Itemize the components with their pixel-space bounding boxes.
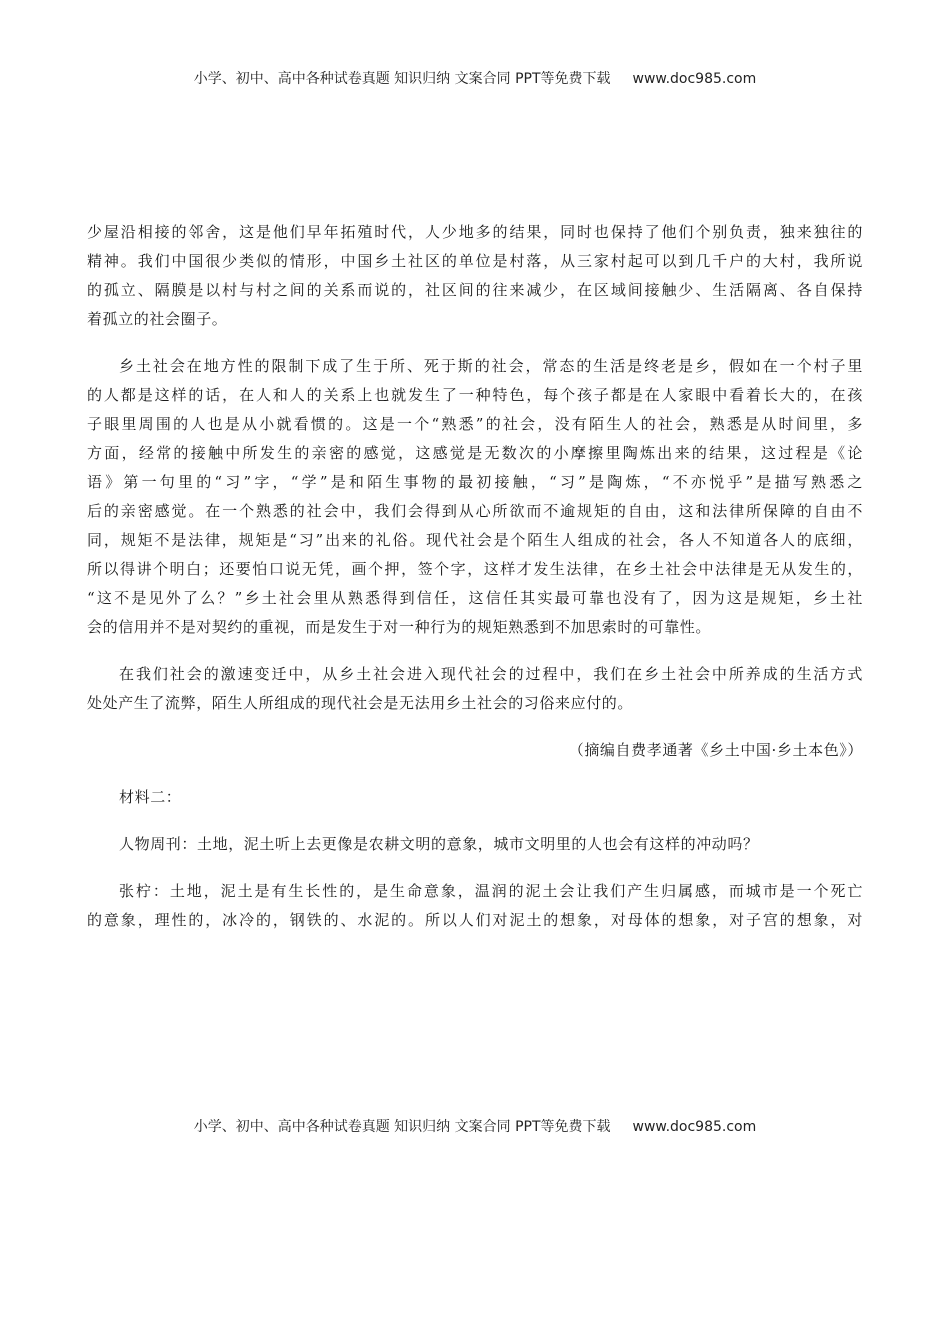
text-line: 乡土社会在地方性的限制下成了生于所、死于斯的社会，常态的生活是终老是乡，假如在一个村子里 [119,357,863,375]
page-footer [0,1116,950,1136]
text-line: 子眼里周围的人也是从小就看惯的。这是一个“熟悉”的社会，没有陌生人的社会，熟悉是从时间里，多 [87,415,863,433]
text-line: 着孤立的社会圈子。 [87,310,228,328]
text-line: 的孤立、隔膜是以村与村之间的关系而说的，社区间的往来减少，在区域间接触少、生活隔离、各自保持 [87,281,863,299]
document-body [87,218,863,953]
text-line: 会的信用并不是对契约的重视，而是发生于对一种行为的规矩熟悉到不加思索时的可靠性。 [87,618,712,636]
source-citation: （摘编自费孝通著《乡土中国·乡土本色》） [568,741,863,759]
material-2-heading [87,783,863,812]
page-header [0,68,950,88]
text-line: 处处产生了流弊，陌生人所组成的现代社会是无法用乡土社会的习俗来应付的。 [87,694,634,712]
text-line: 的意象，理性的，冰冷的，钢铁的、水泥的。所以人们对泥土的想象，对母体的想象，对子宫的想象，对 [87,911,863,929]
text-line: 方面，经常的接触中所发生的亲密的感觉，这感觉是无数次的小摩擦里陶炼出来的结果，这过程是《论 [87,444,863,462]
text-line: 少屋沿相接的邻舍，这是他们早年拓殖时代，人少地多的结果，同时也保持了他们个别负责，独来独往的 [87,223,863,241]
paragraph-4 [87,830,863,859]
text-line: 所以得讲个明白；还要怕口说无凭，画个押，签个字，这样才发生法律，在乡土社会中法律是无从发生的， [87,560,863,578]
text-line: 在我们社会的激速变迁中，从乡土社会进入现代社会的过程中，我们在乡土社会中所养成的生活方式 [119,665,863,683]
header-text: 小学、初中、高中各种试卷真题 知识归纳 文案合同 PPT等免费下载 [193,71,611,87]
footer-site-link[interactable]: www.doc985.com [632,1119,757,1135]
section-label: 材料二： [119,788,182,806]
paragraph-2 [87,352,863,642]
footer-text: 小学、初中、高中各种试卷真题 知识归纳 文案合同 PPT等免费下载 [193,1119,611,1135]
text-line: 后的亲密感觉。在一个熟悉的社会中，我们会得到从心所欲而不逾规矩的自由，这和法律所保障的自由不 [87,502,863,520]
text-line: 同，规矩不是法律，规矩是“习”出来的礼俗。现代社会是个陌生人组成的社会，各人不知道各人的底细， [87,531,863,549]
text-line: 精神。我们中国很少类似的情形，中国乡土社区的单位是村落，从三家村起可以到几千户的大村，我所说 [87,252,863,270]
text-line: 语》第一句里的“习”字，“学”是和陌生事物的最初接触，“习”是陶炼，“不亦悦乎”是描写熟悉之 [87,473,863,491]
text-line: 人物周刊：土地，泥土听上去更像是农耕文明的意象，城市文明里的人也会有这样的冲动吗？ [119,835,759,853]
text-line: 张柠：土地，泥土是有生长性的，是生命意象，温润的泥土会让我们产生归属感，而城市是一个死亡 [119,882,863,900]
header-site-link[interactable]: www.doc985.com [632,71,757,87]
paragraph-3 [87,660,863,718]
paragraph-1 [87,218,863,334]
text-line: 的人都是这样的话，在人和人的关系上也就发生了一种特色，每个孩子都是在人家眼中看着长大的，在孩 [87,386,863,404]
text-line: “这不是见外了么？”乡土社会里从熟悉得到信任，这信任其实最可靠也没有了，因为这是规矩，乡土社 [87,589,863,607]
paragraph-5 [87,877,863,935]
